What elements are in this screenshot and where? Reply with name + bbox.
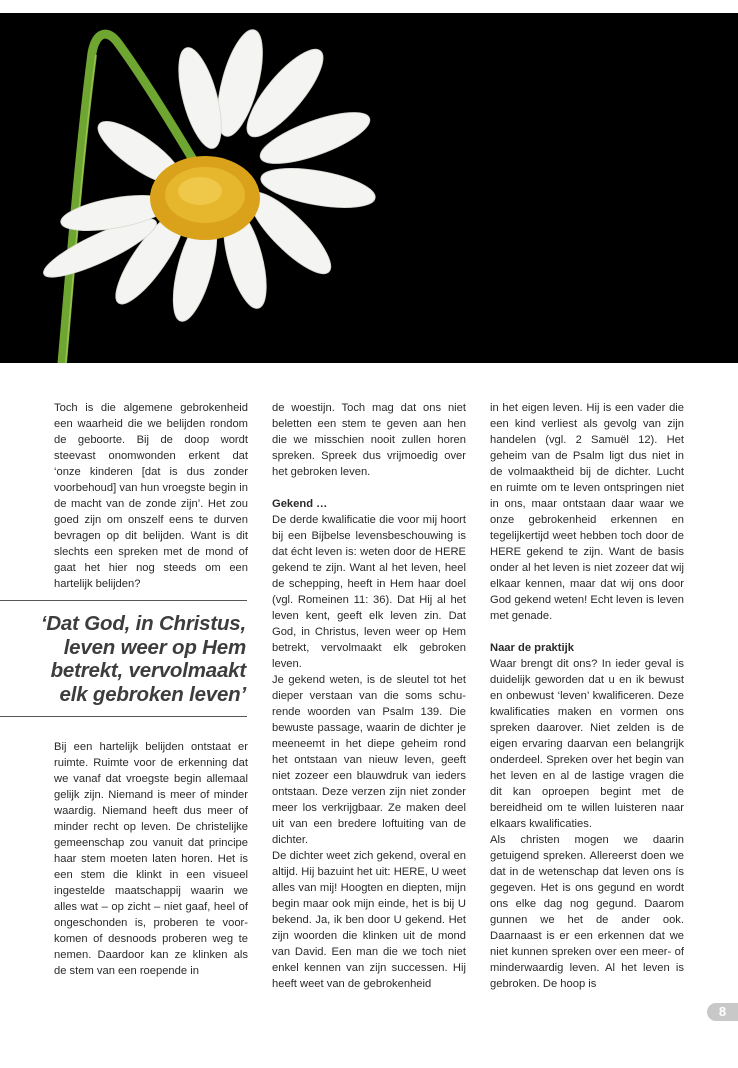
pull-quote: ‘Dat God, in Christus, leven weer op Hem betrekt, vervolmaakt elk gebroken leven’ <box>40 612 246 706</box>
column-1-continued <box>54 739 248 979</box>
column-3-paragraph-1: in het eigen leven. Hij is een vader die een kind verliest als gevolg van zijn handelen (vgl. 2 Samuël 12). Het geheim van de Psalm ligt dus niet in de volmaaktheid bij de dichter. Lucht en ruimte om te leven ontspringen niet in ons, maar ontstaan daar waar we onze gebrokenheid erkennen en tegelijkertijd weet hebben toch door de HERE gekend te zijn. Want de basis onder al het leven is niet zozeer dat wij elkaar kennen, maar dat wij ons door God gekend weten! Echt leven is leven met genade. <box>490 402 684 622</box>
section-heading-naar-de-praktijk: Naar de praktijk <box>490 642 574 654</box>
column-2 <box>272 400 466 992</box>
quote-top-rule <box>0 600 247 601</box>
column-3-paragraph-2: Waar brengt dit ons? In ieder geval is duidelijk geworden dat u en ik bewust en onbewust ‘leven’ kwalificeren. Deze kwalificaties maken en vormen ons spreken daarover. Niet zelden is de eigen ervaring daarvan een belangrijk onderdeel. Spreken over het begin van het leven en al de lastige vragen die dit kan oproepen begint met de bereidheid om te willen luisteren naar elkaars kwalificaties. <box>490 658 684 830</box>
daisy-illustration <box>0 13 738 363</box>
column-2-paragraph-1: de woestijn. Toch mag dat ons niet beletten een stem te geven aan hen die we misschien nooit zullen horen spreken. Spreek dus vrijmoedig over het gebroken leven. <box>272 402 466 478</box>
column-1-paragraph-2: Bij een hartelijk belijden ontstaat er ruimte. Ruimte voor de erkenning dat we vanaf dat vroegste begin allemaal gelijk zijn. Niemand is meer of minder waardig. Niemand heeft dus meer of minder recht op leven. De christelijke gemeenschap zou vanuit dat principe haar stem moeten laten horen. Het is een stem die klinkt in een visueel ingestelde maatschappij waarin we alles wat – op zicht – niet gaaf, heel of ongeschonden is, proberen te voorkomen of desnoods proberen weg te nemen. Daardoor kan ze klinken als de stem van een roepende in <box>54 741 248 977</box>
column-2-paragraph-3: Je gekend weten, is de sleutel tot het dieper verstaan van die soms schurende woorden van Psalm 139. Die bewuste passage, waarin de dichter je meeneemt in het diepe geheim rond het ontstaan van nieuw leven, geeft niet zozeer een blauwdruk van ieders ontstaan. Deze verzen zijn niet zonder meer los verkrijgbaar. Ze maken deel uit van een bredere loftuiting van de dichter. <box>272 674 466 846</box>
quote-bottom-rule <box>0 716 247 717</box>
column-1-paragraph-1: Toch is die algemene gebrokenheid een waarheid die we belijden rondom de geboorte. Bij de doop wordt steevast onomwonden erkent dat ‘onze kinderen [dat is dus zonder voorbehoud] van hun vroegste begin in de macht van de zonde zijn’. Het zou goed zijn om onszelf eens te durven bevragen op dit belijden. Want is dit slechts een spreken met de mond of gaat het hier nog steeds om een hartelijk belijden? <box>54 402 248 590</box>
column-3 <box>490 400 684 992</box>
column-2-paragraph-4: De dichter weet zich gekend, overal en altijd. Hij bazuint het uit: HERE, U weet alles van mij! Hoogten en diepten, mijn begin maar ook mijn einde, het is bij U bekend. Ja, ik ben door U gekend. Het zijn woorden die klinken uit de mond van David. Een man die we toch niet enkel kennen van zijn successen. Hij heeft weet van de gebrokenheid <box>272 850 466 990</box>
section-heading-gekend: Gekend … <box>272 498 328 510</box>
daisy-photo <box>0 13 738 363</box>
column-3-paragraph-3: Als christen mogen we daarin getuigend spreken. Allereerst doen we dat in de wetenschap dat leven ons ís gegeven. Het is ons gegund en wordt ons elke dag nog gegund. Daarom gunnen we het de ander ook. Daarnaast is er een erkennen dat we niet kunnen spreken over een meer- of minderwaardig leven. Al het leven is gebroken. De hoop is <box>490 834 684 990</box>
column-1 <box>54 400 248 592</box>
column-2-paragraph-2: De derde kwalificatie die voor mij hoort bij een Bijbelse levensbeschouwing is dat écht leven is: weten door de HERE gekend te zijn. Want al het leven, heel de schepping, heeft in Hem haar doel (vgl. Romeinen 11: 36). Dat Hij al het leven kent, geeft elk leven zin. Dat God, in Christus, leven weer op Hem betrekt, vervolmaakt elk gebroken leven. <box>272 514 466 670</box>
page-number-badge: 8 <box>707 1003 738 1021</box>
